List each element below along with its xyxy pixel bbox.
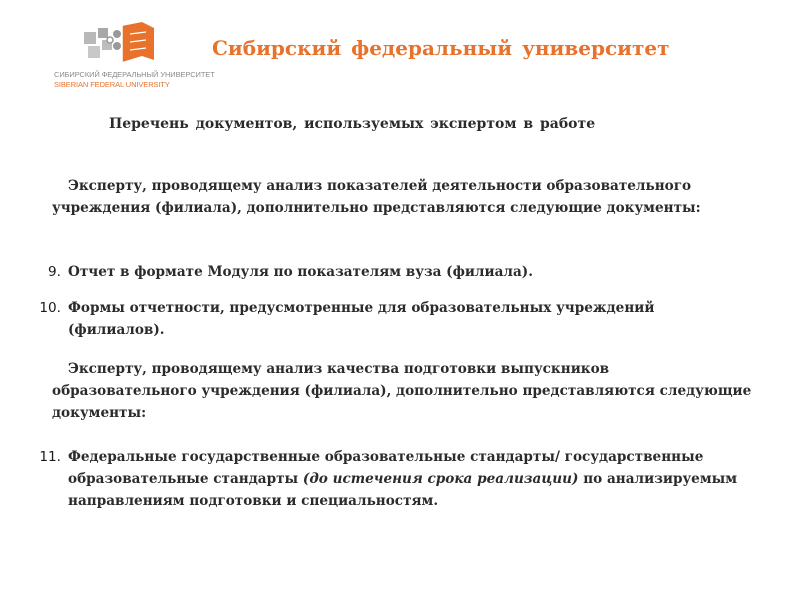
list-item-text [68, 446, 744, 512]
paragraph-2-text: Эксперту, проводящему анализ качества подготовки выпускников образовательного учреждения (филиала), дополнительно представляются следующие документы: [52, 361, 752, 421]
list-item-9 [24, 261, 744, 283]
list-item-11 [24, 446, 744, 512]
list-number: 10. [39, 300, 61, 316]
item-11-text-after: по анализируемым направлениям подготовки и специальностям. [68, 471, 738, 509]
logo-text-en: SIBERIAN FEDERAL UNIVERSITY [54, 80, 170, 89]
item-11-text-before: Федеральные государственные образовательные стандарты/ государственные образовательные стандарты [68, 449, 704, 487]
list-item-text: Формы отчетности, предусмотренные для образовательных учреждений (филиалов). [68, 300, 655, 338]
university-title: Сибирский федеральный университет [212, 36, 670, 60]
paragraph-1-text: Эксперту, проводящему анализ показателей деятельности образовательного учреждения (филиала), дополнительно представляются следующие документы: [52, 178, 701, 216]
list-item-text: Отчет в формате Модуля по показателям вуза (филиала). [68, 264, 533, 280]
paragraph-2 [52, 358, 752, 424]
university-logo [52, 18, 215, 92]
list-item-10 [24, 297, 744, 341]
item-11-text-italic: (до истечения срока реализации) [302, 471, 579, 487]
list-number: 11. [39, 449, 61, 465]
logo-text-ru: СИБИРСКИЙ ФЕДЕРАЛЬНЫЙ УНИВЕРСИТЕТ [54, 70, 215, 79]
page-heading: Перечень документов, используемых экспертом в работе [109, 116, 596, 132]
list-number: 9. [48, 264, 61, 280]
sfu-logo-icon [84, 22, 156, 66]
paragraph-1 [52, 175, 752, 219]
